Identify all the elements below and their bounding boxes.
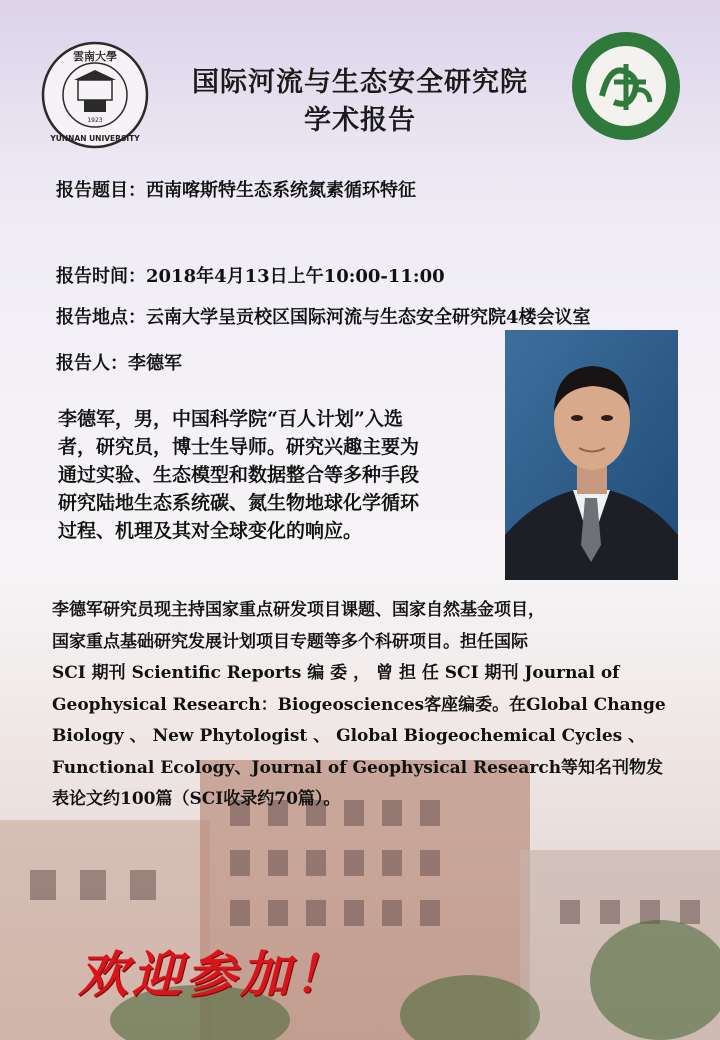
- bio-line: 通过实验、生态模型和数据整合等多种手段: [58, 464, 420, 486]
- institute-logo: [570, 30, 682, 142]
- speaker-photo: [505, 330, 678, 580]
- speaker-bio: [58, 405, 498, 545]
- paragraph-line: Functional Ecology、Journal of Geophysical Research等知名刊物发: [52, 757, 664, 778]
- logo-year: 1923: [87, 117, 103, 124]
- bio-line: 者，研究员，博士生导师。研究兴趣主要为: [58, 436, 420, 458]
- speaker-research-paragraph: [52, 595, 688, 816]
- report-speaker: 报告人：李德军: [56, 353, 182, 374]
- paragraph-line: 李德军研究员现主持国家重点研发项目课题、国家自然基金项目，: [52, 600, 545, 620]
- paragraph-line: Biology 、 New Phytologist 、 Global Biogeochemical Cycles 、: [52, 726, 646, 746]
- logo-top-text: 雲南大學: [73, 50, 117, 63]
- yunnan-university-logo: [40, 40, 150, 150]
- page-subtitle: 学术报告: [304, 105, 416, 136]
- paragraph-line: SCI 期刊 Scientific Reports 编 委 ， 曾 担 任 SCI 期刊 Journal of: [52, 663, 620, 683]
- bio-line: 过程、机理及其对全球变化的响应。: [58, 520, 363, 542]
- bio-line: 研究陆地生态系统碳、氮生物地球化学循环: [58, 492, 420, 514]
- paragraph-line: Geophysical Research：Biogeosciences客座编委。在Global Change: [52, 694, 666, 715]
- report-location: 报告地点：云南大学呈贡校区国际河流与生态安全研究院4楼会议室: [56, 307, 591, 328]
- paragraph-line: 国家重点基础研究发展计划项目专题等多个科研项目。担任国际: [52, 631, 528, 652]
- paragraph-line: 表论文约100篇（SCI收录约70篇）。: [52, 789, 341, 809]
- page-title: 国际河流与生态安全研究院: [192, 67, 528, 98]
- logo-bottom-text: YUNNAN UNIVERSITY: [50, 134, 140, 143]
- report-topic: 报告题目：西南喀斯特生态系统氮素循环特征: [56, 180, 416, 201]
- report-time: 报告时间：2018年4月13日上午10:00-11:00: [56, 266, 445, 287]
- bio-line: 李德军，男，中国科学院“百人计划”入选: [58, 408, 403, 430]
- welcome-banner: 欢迎参加！: [78, 945, 348, 1004]
